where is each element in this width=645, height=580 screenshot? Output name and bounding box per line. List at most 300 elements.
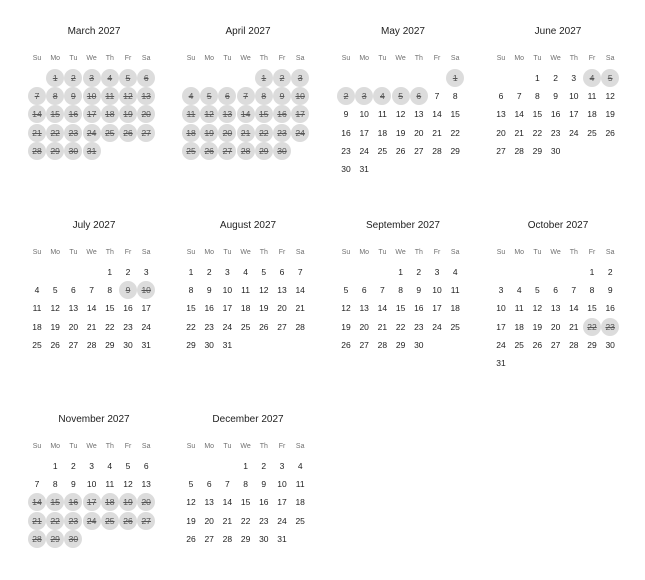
day-cell[interactable]: 19: [259, 303, 269, 314]
day-cell[interactable]: 16: [605, 303, 615, 314]
day-cell[interactable]: 20: [68, 321, 79, 332]
day-cell[interactable]: 6: [71, 285, 76, 296]
day-cell[interactable]: 1: [107, 267, 113, 277]
day-cell[interactable]: 6: [143, 461, 149, 471]
day-cell[interactable]: 4: [243, 267, 248, 277]
day-cell[interactable]: 8: [452, 91, 458, 102]
weekday-label: Sa: [295, 443, 305, 450]
day-cell[interactable]: 22: [532, 127, 543, 138]
day-cell[interactable]: 24: [222, 321, 233, 332]
weekday-header: [492, 55, 624, 67]
day-cell[interactable]: 28: [432, 145, 442, 156]
day-cell[interactable]: 28: [222, 533, 233, 544]
day-cell[interactable]: 6: [279, 267, 285, 277]
weekday-label: Fr: [278, 443, 286, 450]
day-cell-unavailable: 17: [83, 493, 101, 511]
day-cell-unavailable: 19: [119, 105, 137, 123]
day-cell[interactable]: 25: [514, 339, 524, 350]
day-cell-unavailable: 30: [64, 530, 82, 548]
day-cell-unavailable: 29: [46, 142, 64, 160]
day-cell[interactable]: 25: [240, 321, 251, 332]
day-cell[interactable]: 21: [295, 303, 305, 314]
weekday-label: Su: [186, 249, 196, 256]
day-cell[interactable]: 24: [569, 127, 579, 138]
day-cell[interactable]: 3: [434, 267, 440, 277]
day-cell[interactable]: 2: [261, 461, 267, 471]
day-cell[interactable]: 15: [395, 303, 406, 314]
day-cell-unavailable: 8: [255, 87, 273, 105]
day-cell[interactable]: 10: [496, 303, 506, 314]
day-cell[interactable]: 10: [359, 109, 369, 120]
day-cell[interactable]: 16: [123, 303, 133, 314]
day-cell[interactable]: 15: [587, 303, 597, 314]
day-cell[interactable]: 13: [141, 479, 151, 490]
day-cell[interactable]: 13: [68, 303, 79, 314]
day-cell[interactable]: 31: [496, 358, 506, 368]
day-cell[interactable]: 1: [589, 267, 595, 277]
day-cell[interactable]: 8: [243, 479, 248, 490]
day-cell[interactable]: 21: [514, 127, 524, 138]
day-cell[interactable]: 3: [571, 73, 577, 83]
day-cell[interactable]: 7: [34, 479, 40, 490]
day-cell[interactable]: 19: [605, 109, 615, 120]
day-cell[interactable]: 29: [395, 339, 406, 350]
day-cell[interactable]: 29: [450, 145, 460, 156]
day-cell[interactable]: 28: [514, 145, 524, 156]
day-cell[interactable]: 14: [86, 303, 97, 314]
day-cell[interactable]: 22: [186, 321, 196, 332]
day-cell[interactable]: 23: [550, 127, 561, 138]
day-cell[interactable]: 1: [188, 267, 194, 277]
weekday-label: Mo: [50, 443, 61, 450]
day-cell[interactable]: 9: [261, 479, 267, 490]
day-cell[interactable]: 14: [514, 109, 524, 120]
day-cell-unavailable: 4: [101, 69, 119, 87]
day-cell[interactable]: 25: [377, 145, 388, 156]
day-cell[interactable]: 3: [225, 267, 230, 277]
day-cell[interactable]: 9: [206, 285, 212, 296]
day-cell-unavailable: 3: [83, 69, 101, 87]
day-cell-unavailable: 23: [64, 512, 82, 530]
weekday-label: Su: [32, 443, 42, 450]
weekday-label: Fr: [433, 55, 441, 62]
day-cell[interactable]: 27: [359, 339, 369, 350]
day-cell-unavailable: 21: [237, 124, 255, 142]
day-cell[interactable]: 11: [377, 109, 387, 120]
day-cell-unavailable: 5: [601, 69, 619, 87]
day-cell-unavailable: 4: [583, 69, 601, 87]
day-cell[interactable]: 13: [414, 109, 424, 120]
day-cell[interactable]: 11: [241, 285, 250, 296]
day-cell[interactable]: 12: [259, 285, 269, 296]
month-title: July 2027: [72, 220, 116, 231]
day-cell[interactable]: 25: [450, 321, 460, 332]
day-cell[interactable]: 4: [107, 461, 113, 471]
day-cell[interactable]: 3: [498, 285, 504, 296]
day-cell[interactable]: 15: [240, 497, 251, 508]
day-cell[interactable]: 14: [432, 109, 442, 120]
day-cell[interactable]: 29: [186, 339, 196, 350]
day-cell-unavailable: 26: [200, 142, 218, 160]
day-cell[interactable]: 11: [587, 91, 597, 102]
day-cell[interactable]: 12: [395, 109, 406, 120]
day-cell[interactable]: 19: [186, 515, 196, 526]
weekday-header: [28, 249, 160, 261]
day-cell[interactable]: 10: [569, 91, 579, 102]
weekday-label: Su: [186, 55, 196, 62]
day-cell[interactable]: 6: [206, 479, 212, 490]
day-cell[interactable]: 3: [89, 461, 94, 471]
day-cell[interactable]: 26: [259, 321, 269, 332]
day-cell[interactable]: 18: [240, 303, 251, 314]
day-cell-unavailable: 6: [218, 87, 236, 105]
day-cell[interactable]: 16: [341, 127, 351, 138]
day-cell-unavailable: 4: [182, 87, 200, 105]
day-cell[interactable]: 24: [359, 145, 369, 156]
weekday-label: We: [395, 249, 406, 256]
day-cell[interactable]: 4: [452, 267, 458, 277]
day-cell[interactable]: 7: [380, 285, 385, 296]
day-cell[interactable]: 10: [222, 285, 233, 296]
day-cell[interactable]: 16: [259, 497, 269, 508]
day-cell[interactable]: 14: [222, 497, 233, 508]
day-cell[interactable]: 17: [141, 303, 151, 314]
day-cell[interactable]: 9: [71, 479, 76, 490]
day-cell[interactable]: 19: [50, 321, 60, 332]
day-cell[interactable]: 10: [277, 479, 287, 490]
day-cell[interactable]: 12: [50, 303, 60, 314]
day-cell[interactable]: 20: [204, 515, 214, 526]
day-cell[interactable]: 20: [359, 321, 369, 332]
day-cell[interactable]: 3: [279, 461, 285, 471]
day-cell[interactable]: 30: [259, 533, 269, 544]
day-cell-unavailable: 24: [83, 124, 101, 142]
day-cell[interactable]: 13: [359, 303, 369, 314]
day-cell[interactable]: 25: [32, 339, 42, 350]
day-cell[interactable]: 17: [222, 303, 233, 314]
weekday-label: Tu: [378, 249, 387, 256]
day-cell[interactable]: 8: [589, 285, 595, 296]
day-cell[interactable]: 30: [550, 145, 561, 156]
day-cell-unavailable: 2: [337, 87, 355, 105]
day-cell[interactable]: 1: [52, 461, 58, 471]
day-cell-unavailable: 3: [291, 69, 309, 87]
day-cell[interactable]: 16: [414, 303, 424, 314]
day-cell[interactable]: 5: [343, 285, 349, 296]
day-cell[interactable]: 20: [496, 127, 506, 138]
day-cell[interactable]: 6: [361, 285, 367, 296]
day-cell[interactable]: 12: [186, 497, 196, 508]
day-cell[interactable]: 19: [532, 321, 543, 332]
day-cell[interactable]: 23: [341, 145, 351, 156]
day-cell[interactable]: 27: [414, 145, 424, 156]
day-cell[interactable]: 22: [450, 127, 460, 138]
day-cell[interactable]: 15: [105, 303, 115, 314]
day-cell[interactable]: 8: [535, 91, 540, 102]
day-cell[interactable]: 21: [377, 321, 388, 332]
day-cell[interactable]: 2: [206, 267, 212, 277]
day-cell-unavailable: 22: [255, 124, 273, 142]
weekday-label: Su: [32, 249, 42, 256]
day-cell-unavailable: 13: [218, 105, 236, 123]
day-cell[interactable]: 29: [105, 339, 115, 350]
day-cell[interactable]: 31: [359, 164, 369, 174]
day-cell[interactable]: 13: [277, 285, 287, 296]
day-cell-unavailable: 15: [46, 105, 64, 123]
day-cell-unavailable: 10: [83, 87, 101, 105]
day-cell[interactable]: 7: [571, 285, 577, 296]
day-cell[interactable]: 21: [569, 321, 579, 332]
day-cell-unavailable: 26: [119, 512, 137, 530]
day-cell[interactable]: 17: [359, 127, 369, 138]
day-cell[interactable]: 15: [450, 109, 460, 120]
day-cell[interactable]: 5: [261, 267, 267, 277]
weekday-label: Th: [105, 443, 114, 450]
day-cell-unavailable: 7: [237, 87, 255, 105]
day-cell-unavailable: 14: [28, 105, 46, 123]
day-cell[interactable]: 10: [86, 479, 97, 490]
weekday-label: Fr: [278, 249, 286, 256]
day-cell[interactable]: 8: [107, 285, 113, 296]
day-cell[interactable]: 19: [395, 127, 406, 138]
day-cell[interactable]: 15: [532, 109, 543, 120]
day-cell[interactable]: 27: [204, 533, 214, 544]
day-cell[interactable]: 27: [496, 145, 506, 156]
day-cell[interactable]: 1: [243, 461, 248, 471]
weekday-label: Th: [569, 55, 578, 62]
day-cell-unavailable: 4: [373, 87, 391, 105]
day-cell[interactable]: 14: [377, 303, 388, 314]
day-cell[interactable]: 23: [123, 321, 133, 332]
day-cell[interactable]: 1: [398, 267, 403, 277]
day-cell[interactable]: 24: [277, 515, 287, 526]
weekday-label: Sa: [605, 55, 615, 62]
day-cell-unavailable: 21: [28, 124, 46, 142]
day-cell[interactable]: 10: [432, 285, 442, 296]
day-cell[interactable]: 12: [123, 479, 133, 490]
day-cell[interactable]: 20: [414, 127, 424, 138]
day-cell[interactable]: 28: [569, 339, 579, 350]
day-cell[interactable]: 27: [277, 321, 287, 332]
day-cell[interactable]: 17: [569, 109, 579, 120]
day-cell[interactable]: 5: [52, 285, 58, 296]
day-cell[interactable]: 30: [414, 339, 424, 350]
day-cell-unavailable: 28: [28, 530, 46, 548]
month-title: September 2027: [366, 220, 440, 231]
day-cell[interactable]: 14: [295, 285, 305, 296]
day-cell[interactable]: 18: [514, 321, 524, 332]
day-cell[interactable]: 12: [532, 303, 543, 314]
day-cell[interactable]: 1: [535, 73, 540, 83]
weekday-label: Tu: [69, 55, 78, 62]
day-cell[interactable]: 19: [341, 321, 351, 332]
weekday-label: Sa: [141, 55, 151, 62]
day-cell[interactable]: 4: [297, 461, 303, 471]
day-cell[interactable]: 26: [605, 127, 615, 138]
day-cell[interactable]: 28: [86, 339, 97, 350]
weekday-label: Su: [496, 249, 506, 256]
day-cell-unavailable: 22: [46, 124, 64, 142]
day-cell[interactable]: 13: [204, 497, 214, 508]
day-cell[interactable]: 2: [607, 267, 613, 277]
day-cell[interactable]: 13: [496, 109, 506, 120]
day-cell-unavailable: 22: [583, 318, 601, 336]
day-cell-unavailable: 1: [255, 69, 273, 87]
day-cell[interactable]: 7: [225, 479, 230, 490]
day-cell-unavailable: 2: [64, 69, 82, 87]
day-cell[interactable]: 11: [105, 479, 115, 490]
day-cell[interactable]: 17: [277, 497, 287, 508]
day-cell[interactable]: 14: [569, 303, 579, 314]
day-cell[interactable]: 23: [204, 321, 214, 332]
day-cell[interactable]: 7: [516, 91, 522, 102]
day-cell[interactable]: 17: [496, 321, 506, 332]
day-cell-unavailable: 8: [46, 87, 64, 105]
day-cell-unavailable: 9: [273, 87, 291, 105]
day-cell[interactable]: 29: [532, 145, 543, 156]
day-cell[interactable]: 24: [432, 321, 442, 332]
day-cell[interactable]: 26: [395, 145, 406, 156]
day-cell[interactable]: 21: [86, 321, 97, 332]
day-cell[interactable]: 27: [68, 339, 79, 350]
day-cell[interactable]: 15: [186, 303, 196, 314]
day-cell[interactable]: 5: [125, 461, 131, 471]
day-cell[interactable]: 30: [123, 339, 133, 350]
day-cell[interactable]: 29: [240, 533, 251, 544]
day-cell-unavailable: 27: [137, 124, 155, 142]
day-cell-unavailable: 29: [255, 142, 273, 160]
day-cell-unavailable: 5: [200, 87, 218, 105]
day-cell[interactable]: 26: [186, 533, 196, 544]
day-cell-unavailable: 18: [182, 124, 200, 142]
day-cell[interactable]: 20: [277, 303, 287, 314]
day-cell-unavailable: 9: [64, 87, 82, 105]
day-cell[interactable]: 7: [89, 285, 94, 296]
day-cell[interactable]: 21: [432, 127, 442, 138]
day-cell[interactable]: 9: [607, 285, 613, 296]
weekday-label: Su: [186, 443, 196, 450]
weekday-label: Tu: [223, 249, 232, 256]
month-title: June 2027: [534, 26, 582, 37]
day-cell[interactable]: 31: [222, 339, 233, 350]
day-cell[interactable]: 26: [532, 339, 543, 350]
day-cell[interactable]: 24: [141, 321, 151, 332]
day-cell[interactable]: 22: [240, 515, 251, 526]
month-title: August 2027: [219, 220, 277, 231]
month-title: October 2027: [527, 220, 589, 231]
weekday-label: Th: [569, 249, 578, 256]
weekday-label: We: [86, 443, 97, 450]
day-cell[interactable]: 16: [204, 303, 214, 314]
day-cell[interactable]: 8: [52, 479, 58, 490]
day-cell[interactable]: 2: [71, 461, 76, 471]
day-cell[interactable]: 26: [50, 339, 60, 350]
day-cell[interactable]: 30: [204, 339, 214, 350]
day-cell[interactable]: 6: [498, 91, 504, 102]
weekday-label: Tu: [223, 443, 232, 450]
day-cell[interactable]: 4: [34, 285, 40, 296]
day-cell-unavailable: 16: [64, 105, 82, 123]
day-cell[interactable]: 8: [398, 285, 403, 296]
day-cell[interactable]: 17: [432, 303, 442, 314]
day-cell[interactable]: 30: [605, 339, 615, 350]
day-cell-unavailable: 28: [28, 142, 46, 160]
day-cell[interactable]: 4: [516, 285, 522, 296]
day-cell[interactable]: 9: [416, 285, 422, 296]
day-cell-unavailable: 7: [28, 87, 46, 105]
day-cell-unavailable: 10: [137, 281, 155, 299]
day-cell[interactable]: 12: [605, 91, 615, 102]
weekday-label: Th: [414, 55, 423, 62]
day-cell[interactable]: 22: [395, 321, 406, 332]
day-cell[interactable]: 12: [341, 303, 351, 314]
weekday-header: [28, 443, 160, 455]
day-cell[interactable]: 27: [550, 339, 561, 350]
day-cell[interactable]: 26: [341, 339, 351, 350]
day-cell[interactable]: 9: [343, 109, 349, 120]
day-cell[interactable]: 23: [259, 515, 269, 526]
day-cell[interactable]: 7: [434, 91, 440, 102]
day-cell[interactable]: 18: [295, 497, 305, 508]
weekday-label: Tu: [223, 55, 232, 62]
day-cell[interactable]: 24: [496, 339, 506, 350]
day-cell[interactable]: 2: [553, 73, 558, 83]
day-cell[interactable]: 21: [222, 515, 233, 526]
day-cell[interactable]: 2: [125, 267, 131, 277]
day-cell[interactable]: 5: [188, 479, 194, 490]
day-cell[interactable]: 29: [587, 339, 597, 350]
day-cell[interactable]: 31: [277, 533, 287, 544]
day-cell-unavailable: 21: [28, 512, 46, 530]
day-cell[interactable]: 16: [550, 109, 561, 120]
day-cell[interactable]: 23: [414, 321, 424, 332]
day-cell[interactable]: 13: [550, 303, 561, 314]
weekday-label: Mo: [359, 55, 370, 62]
day-cell[interactable]: 6: [553, 285, 558, 296]
day-cell[interactable]: 25: [587, 127, 597, 138]
day-cell[interactable]: 31: [141, 339, 151, 350]
day-cell[interactable]: 22: [105, 321, 115, 332]
day-cell[interactable]: 18: [377, 127, 388, 138]
day-cell-unavailable: 10: [291, 87, 309, 105]
day-cell[interactable]: 18: [587, 109, 597, 120]
day-cell[interactable]: 25: [295, 515, 305, 526]
day-cell[interactable]: 20: [550, 321, 561, 332]
day-cell[interactable]: 11: [514, 303, 524, 314]
day-cell-unavailable: 12: [119, 87, 137, 105]
day-cell[interactable]: 8: [188, 285, 194, 296]
weekday-label: Mo: [514, 55, 525, 62]
weekday-header: [337, 249, 469, 261]
day-cell[interactable]: 11: [32, 303, 42, 314]
day-cell[interactable]: 5: [535, 285, 540, 296]
day-cell[interactable]: 3: [143, 267, 149, 277]
month-title: November 2027: [58, 414, 130, 425]
day-cell[interactable]: 30: [341, 164, 351, 174]
day-cell[interactable]: 9: [553, 91, 558, 102]
day-cell[interactable]: 11: [295, 479, 305, 490]
day-cell[interactable]: 7: [297, 267, 303, 277]
weekday-label: Th: [105, 249, 114, 256]
day-cell[interactable]: 28: [295, 321, 305, 332]
day-cell[interactable]: 18: [450, 303, 460, 314]
day-cell[interactable]: 2: [416, 267, 422, 277]
day-cell[interactable]: 28: [377, 339, 388, 350]
day-cell[interactable]: 11: [450, 285, 460, 296]
day-cell[interactable]: 18: [32, 321, 42, 332]
day-cell-unavailable: 26: [119, 124, 137, 142]
weekday-header: [182, 249, 314, 261]
